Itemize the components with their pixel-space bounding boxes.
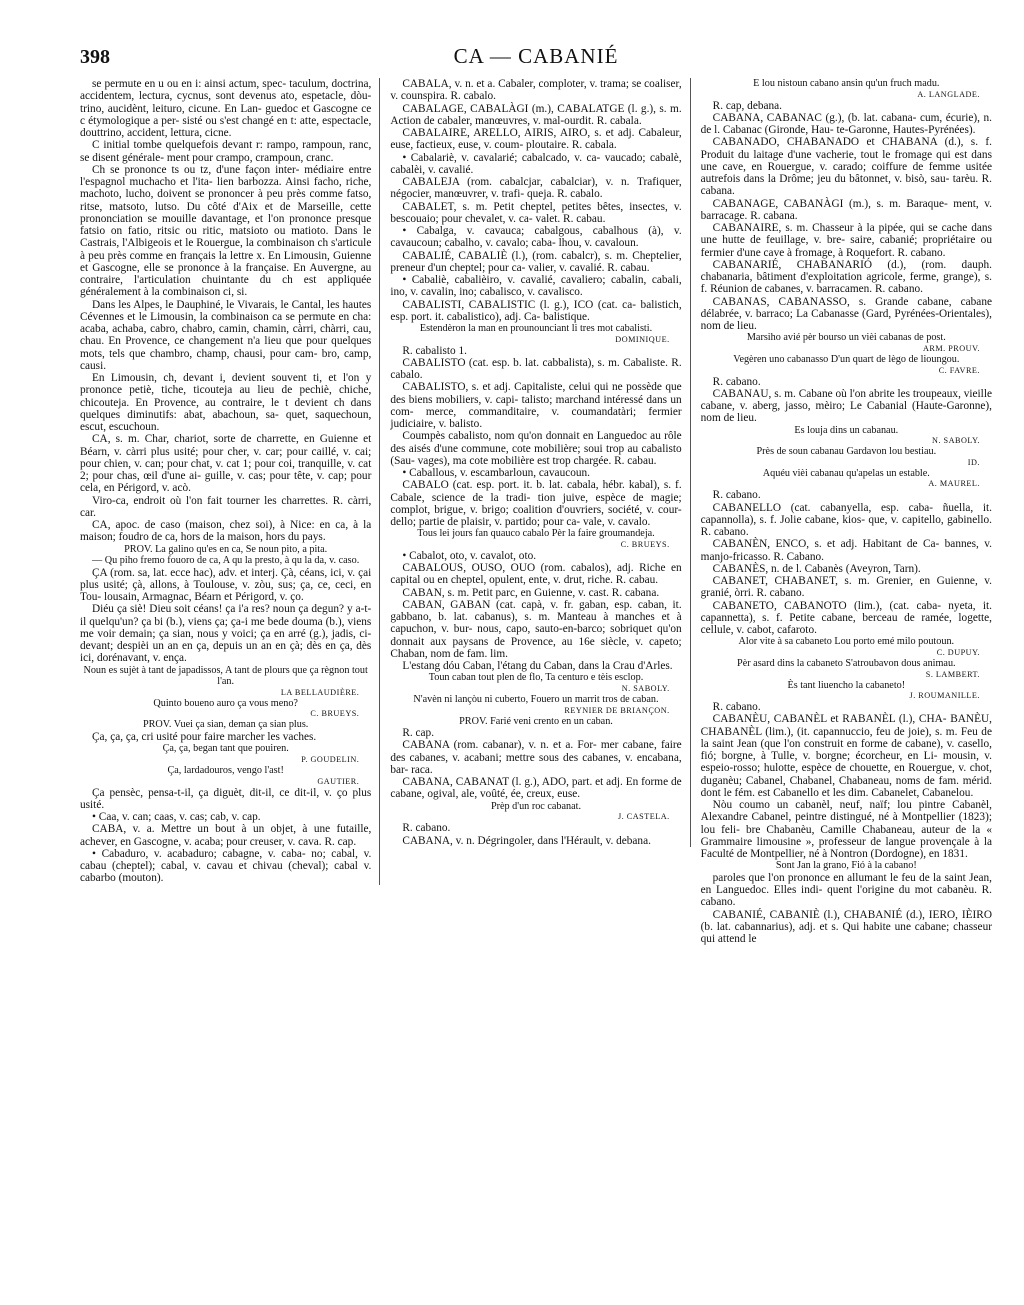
text-columns (80, 78, 992, 945)
entry-paragraph: Ch se prononce ts ou tz, d'une façon inter- médiaire entre l'espagnol muchacho et l'ita- lien barbozza. Ainsi facho, riche, machoto, lucho, doivent se prononcer à peu près comme fatso, ritse, matsoto, lutso. Du côté d'Aix et de Marseille, cette prononciation se mouille davantage, et l'on prononce presque fatsio on fatio, ritsic ou ritic, matsioto ou matioto. Dans le Castrais, l'Albigeois et le Rouergue, la combinaison ch s'articule à peu près comme en français la lettre x. En Limousin, Guienne et Gascogne, elle se prononce à la française. En Auvergne, au contraire, l'articulation chuintante du ch est appliquée généralement à la combinaison ci, si. (80, 163, 372, 299)
entry-paragraph: R. cap. (402, 727, 435, 740)
entry-paragraph: • Cabaliè, cabalièiro, v. cavalié, cavaliero; cabalin, cabali, ino, v. cavalin, ino; cabalisco, v. cavalisco. (390, 274, 682, 299)
entry-paragraph: CABAN, s. m. Petit parc, en Guienne, v. cast. R. cabana. (402, 586, 660, 599)
entry-paragraph: CABALOUS, OUSO, OUO (rom. cabalos), adj. Riche en capital ou en cheptel, opulent, ente, v. drut, riche. R. cabau. (390, 562, 682, 587)
verse-quote: Sont Jan la grano, Fió à la cabano! (775, 860, 917, 872)
entry-paragraph: CABALISTO, s. et adj. Capitaliste, celui qui ne possède que des biens mobiliers, v. capi- talisto; marchand intéressé dans un com- merce, commanditaire, v. coumandatàri; fermier judiciaire, v. balisto. (390, 381, 682, 431)
entry-paragraph: CABANAGE, CABANÀGI (m.), s. m. Baraque- ment, v. barracage. R. cabana. (700, 197, 992, 222)
quote-attribution: C. BRUEYS. (310, 709, 360, 719)
entry-paragraph: CABANA, CABANAC (g.), (b. lat. cabana- cum, écurie), n. de l. Cabanac (Gironde, Hau- te-Garonne, Hautes-Pyrénées). (700, 111, 992, 137)
verse-quote: E lou nistoun cabano ansin qu'un fruch madu. (753, 78, 940, 89)
verse-quote: Aquéu vièi cabanau qu'apelas un estable. (762, 467, 930, 479)
entry-paragraph: CABANA (rom. cabanar), v. n. et a. For- mer cabane, faire des cabanes, v. acabani; mettre sous des cabanes, v. encabana, bar- raca. (390, 739, 682, 776)
verse-quote: Vegèren uno cabanasso D'un quart de lègo de lioungou. (733, 353, 960, 365)
entry-paragraph: R. cap, debana. (712, 99, 782, 112)
entry-paragraph: • Cabaduro, v. acabaduro; cabagne, v. caba- no; cabal, v. cabau (cheptel); cabal, v. cavau et chivau (cheval); cabal v. cabarbo (mouton). (80, 847, 372, 885)
verse-quote: Ès tant liuencho la cabaneto! (787, 679, 906, 691)
entry-paragraph: Viro-ca, endroit où l'on fait tourner les charrettes. R. càrri, car. (80, 494, 372, 519)
entry-paragraph: R. cabano. (402, 822, 451, 835)
verse-quote: PROV. Farié veni crento en un caban. (459, 715, 613, 727)
entry-paragraph: Diéu ça siè! Dieu soit céans! ça i'a res? noun ça degun? y a-t-il quelqu'un? ça bi (b.), viens ça; ça-i me bede douma (b.), viens me voir demain; ça sian, nous y voici; ça en arré (g.), jadis, ci-devant; despièi un an en ça, depuis un an en çà; dès en ça, dès ici, dorénavant, v. ença. (80, 603, 372, 665)
quote-attribution: LA BELLAUDIÈRE. (280, 687, 360, 697)
page-header (80, 44, 992, 78)
verse-quote: Près de soun cabanau Gardavon lou bestiau. (756, 446, 937, 458)
verse-quote: — Qu piho fremo fouoro de ca, A qu la presto, à qu la da, v. caso. (92, 555, 360, 567)
quote-attribution: C. BRUEYS. (620, 539, 670, 549)
entry-paragraph: Dans les Alpes, le Dauphiné, le Vivarais, le Cantal, les hautes Cévennes et le Limousin, la combinaison ca se permute en cha: acaba, achaba, cabro, chabro, camin, chamin, càrri, chàrri, cau, chau. En Provence, ce changement n'a lieu que pour quelques mots, tels que chambro, champ, chausi, pour cam- bro, camp, causi. (80, 298, 372, 372)
verse-quote: PROV. Vuei ça sian, deman ça sian plus. (142, 719, 309, 731)
entry-paragraph: CA, apoc. de caso (maison, chez soi), à Nice: en ca, à la maison; foudro de ca, hors de la maison, hors du pays. (80, 519, 372, 544)
entry-paragraph: En Limousin, ch, devant i, devient souvent ti, et l'on y prononce petiè, tiche, ticouteja au lieu de pechiè, chiche, chicouteja. En Provence, au contraire, le t devient ch dans quelques diminutifs: abat, abachoun, sa- quet, saquechoun, escut, escuchoun. (80, 372, 372, 433)
verse-quote: Estendèron la man en prounounciant li tres mot cabalisti. (419, 323, 653, 334)
entry-paragraph: CABANETO, CABANOTO (lim.), (cat. caba- nyeta, it. capannetta), s. f. Petite cabane, berceau de ramée, logette, cellule, v. cabot, cafaroto. (700, 599, 992, 637)
running-title: CA — CABANIÉ (453, 44, 619, 68)
entry-paragraph: • Cabalga, v. cavauca; cabalgous, cabalhous (à), v. cavaucoun; cabalho, v. cavalo; caba- lhou, v. cavaloun. (390, 225, 682, 250)
entry-paragraph: R. cabalisto 1. (402, 344, 467, 357)
quote-attribution: J. CASTELA. (617, 812, 670, 822)
quote-attribution: C. DUPUY. (936, 647, 980, 657)
entry-paragraph: CABALAIRE, ARELLO, AIRIS, AIRO, s. et adj. Cabaleur, euse, factieux, euse, v. coum- ploutaire. R. cabala. (390, 127, 682, 152)
verse-quote: Alor vite à sa cabaneto Lou porto emé milo poutoun. (738, 636, 955, 648)
entry-paragraph: CABALISTO (cat. esp. b. lat. cabbalista), s. m. Cabaliste. R. cabalo. (390, 356, 682, 382)
entry-paragraph: CABANIÉ, CABANIÈ (l.), CHABANIÉ (d.), IERO, IÈIRO (b. lat. cabannarius), adj. et s. Qui habite une cabane; chasseur qui attend le (700, 908, 992, 946)
verse-quote: Pèr asard dins la cabaneto S'atroubavon dous animau. (737, 657, 956, 669)
entry-paragraph: CABANET, CHABANET, s. m. Grenier, en Guienne, v. granié, òrri. R. cabano. (700, 575, 992, 600)
page-number: 398 (80, 46, 110, 68)
entry-paragraph: CABALEJA (rom. cabalcjar, cabalciar), v. n. Trafiquer, négocier, manœuvrer, v. trafi- queja. R. cabalo. (390, 176, 682, 201)
entry-paragraph: CABANÈN, ENCO, s. et adj. Habitant de Ca- bannes, v. manjo-fricasso. R. Cabano. (700, 538, 992, 563)
entry-paragraph: C initial tombe quelquefois devant r: rampo, rampoun, ranc, se disent générale- ment pour crampo, crampoun, cranc. (80, 139, 372, 164)
entry-paragraph: Ça, ça, ça, cri usité pour faire marcher les vaches. (92, 731, 317, 744)
column-3 (701, 78, 992, 945)
entry-paragraph: CABANELLO (cat. cabanyella, esp. caba- ñuella, it. capannolla), s. f. Jolie cabane, kios- que, v. capitello, gabinello. R. cabano. (700, 501, 992, 539)
quote-attribution: A. MAUREL. (928, 479, 980, 489)
entry-paragraph: • Cabalot, oto, v. cavalot, oto. (402, 549, 537, 562)
quote-attribution: REYNIER DE BRIANÇON. (564, 705, 670, 715)
quote-attribution: ID. (967, 457, 980, 467)
entry-paragraph: se permute en u ou en i: ainsi actum, spec- taculum, doctrina, accidentem, lectura, cycnus, sont devenus ato, espetacle, dòu- trino, aucidènt, leituro, cicune. En Lan- guedoc et Gascogne ce c étymologique a per- sisté ou s'est changé en t: atte, espectacle, douttrino, accident, lettura, cicne. (80, 78, 372, 139)
entry-paragraph: Ça pensèc, pensa-t-il, ça diguèt, dit-il, ce dit-il, v. ço plus usité. (80, 786, 372, 811)
entry-paragraph: CA, s. m. Char, chariot, sorte de charrette, en Guienne et Béarn, v. càrri plus usité; pour cher, v. car; pour caillé, v. cai; pour chien, v. can; pour chat, v. cat 1; pour coi, tranquille, v. cat 2; pour chas, œil d'une ai- guille, v. cas; pour tête, v. cap; pour cela, en Périgord, v. acò. (80, 433, 372, 495)
entry-paragraph: CABALAGE, CABALÀGI (m.), CABALATGE (l. g.), s. m. Action de cabaler, manœuvres, v. mal-ourdit. R. cabala. (390, 102, 682, 127)
entry-paragraph: ÇA (rom. sa, lat. ecce hac), adv. et interj. Çà, céans, ici, v. çai plus usité; çà, allons, à Toulouse, v. zòu, sus; ça, ce, ceci, en Tou- lousain, Armagnac, Béarn et Périgord, v. ço. (80, 566, 372, 604)
verse-quote: Ça, ça, began tant que pouiren. (162, 743, 289, 755)
entry-paragraph: CABANAIRE, s. m. Chasseur à la pipée, qui se cache dans une hutte de feuillage, v. bre- saire, cabanié; propriétaire ou fermier d'une cave à fromage, à Roquefort. R. cabano. (700, 222, 992, 259)
entry-paragraph: CABA, v. a. Mettre un bout à un objet, à une futaille, achever, en Gascogne, v. acaba; pour creuser, v. cava. R. cap. (80, 823, 372, 848)
entry-paragraph: R. cabano. (712, 489, 761, 502)
entry-paragraph: • Caa, v. can; caas, v. cas; cab, v. cap. (92, 811, 261, 823)
verse-quote: Es louja dins un cabanau. (794, 424, 899, 436)
entry-paragraph: R. cabano. (712, 701, 761, 714)
verse-quote: PROV. La galino qu'es en ca, Se noun pito, a pita. (124, 543, 328, 555)
quote-attribution: P. GOUDELIN. (301, 754, 360, 764)
quote-attribution: C. FAVRE. (938, 365, 980, 375)
entry-paragraph: CABAN, GABAN (cat. capà, v. fr. gaban, esp. caban, it. gabbano, b. lat. cabanus), s. m. Manteau à manches et à capuchon, v. bur- nous, capo, sauto-en-barco; sobriquet qu'on donnait aux paysans de Provence, au 16e siècle, v. capeto; Chaban, nom de fam. lim. (390, 598, 682, 660)
column-1 (80, 78, 380, 885)
verse-quote: Tous lei jours fan quauco cabalo Pèr la faire groumandeja. (417, 528, 655, 540)
quote-attribution: GAUTIER. (317, 776, 360, 786)
entry-paragraph: CABANA, CABANAT (l. g.), ADO, part. et adj. En forme de cabane, ogival, ale, voûté, ée, creux, euse. (390, 776, 682, 801)
column-2 (390, 78, 690, 847)
quote-attribution: S. LAMBERT. (925, 669, 980, 679)
verse-quote: Ça, lardadouros, vengo l'ast! (167, 764, 284, 776)
entry-paragraph: CABANA, v. n. Dégringoler, dans l'Hérault, v. debana. (402, 834, 651, 847)
entry-paragraph: CABANÈS, n. de l. Cabanès (Aveyron, Tarn). (712, 562, 921, 575)
verse-quote: Marsiho avié pèr bourso un vièi cabanas de post. (746, 332, 946, 344)
entry-paragraph: CABALO (cat. esp. port. it. b. lat. cabala, hébr. kabal), s. f. Cabale, science de la tradi- tion juive, espèce de magie; complot, brigue, v. brigo; coalition d'ouvriers, société, v. cour- dello; partie de plaisir, v. partido; pour ca- vale, v. cavalo. (390, 479, 682, 529)
verse-quote: Prèp d'un roc cabanat. (490, 800, 582, 812)
entry-paragraph: CABALIÉ, CABALIÈ (l.), (rom. cabalcr), s. m. Cheptelier, preneur d'un cheptel; pour ca- valier, v. cavalié. R. cabau. (390, 249, 682, 274)
quote-attribution: N. SABOLY. (932, 436, 980, 446)
entry-paragraph: L'estang dóu Caban, l'étang du Caban, dans la Crau d'Arles. (402, 660, 673, 673)
entry-paragraph: R. cabano. (712, 375, 761, 388)
verse-quote: Quinto boueno auro ça vous meno? (153, 697, 298, 709)
quote-attribution: DOMINIQUE. (615, 334, 670, 344)
entry-paragraph: Coumpès cabalisto, nom qu'on donnait en Languedoc au rôle des aisés d'une commune, cote mobilière; soui trop au cabalisto (Sau- vages), ma cote mobilière est trop chargée. R. cabau. (390, 430, 682, 467)
entry-paragraph: CABALISTI, CABALISTIC (l. g.), ICO (cat. ca- balistich, esp. port. it. cabalistico), adj. Ca- balistique. (390, 298, 682, 323)
entry-paragraph: CABANADO, CHABANADO et CHABANA (d.), s. f. Produit du laitage d'une vacherie, tout le fromage qui est dans une cave, en Rouergue, v. carado; coiffure de femme usitée autrefois dans la Drôme; jeu du bâtonnet, v. bisò, sau- tarèu. R. cabana. (700, 136, 992, 198)
entry-paragraph: CABANAS, CABANASSO, s. Grande cabane, cabane délabrée, v. barraco; La Cabanasse (Gard, Pyrénées-Orientales), nom de lieu. (700, 295, 992, 333)
entry-paragraph: Nòu coumo un cabanèl, neuf, naïf; lou pintre Cabanèl, Alexandre Cabanel, peintre distingué, né à Montpellier (1823); lou feli- bre Chabanèu, Camille Chabaneau, auteur de la « Grammaire limousine », professeur de langue provençale à la Faculté de Montpellier, né à Nontron (Dordogne), en 1831. (700, 799, 992, 861)
entry-paragraph: • Caballous, v. escambarloun, cavaucoun. (402, 467, 591, 480)
entry-paragraph: CABANAU, s. m. Cabane où l'on abrite les troupeaux, vieille cabane, v. aberg, jasso, mèiro; Le Cabanial (Haute-Garonne), nom de lieu. (700, 387, 992, 425)
verse-quote: Noun es sujèt à tant de japadissos, A tant de plours que ça règnon tout l'an. (83, 664, 368, 688)
entry-paragraph: CABALET, s. m. Petit cheptel, petites bêtes, insectes, v. bescouaio; pour chevalet, v. ca- valet. R. cabau. (390, 200, 682, 225)
entry-paragraph: • Cabalariè, v. cavalarié; cabalcado, v. ca- vaucado; cabalè, cabalèi, v. cavalié. (390, 151, 682, 176)
quote-attribution: A. LANGLADE. (917, 89, 980, 99)
quote-attribution: N. SABOLY. (621, 684, 670, 694)
quote-attribution: ARM. PROUV. (922, 343, 980, 353)
entry-paragraph: paroles que l'on prononce en allumant le feu de la saint Jean, en Languedoc. Elles indi- quent l'origine du mot cabanèu. R. cabano. (700, 871, 992, 909)
quote-attribution: J. ROUMANILLE. (909, 691, 980, 701)
verse-quote: Toun caban tout plen de flo, Ta centuro e tèis esclop. (428, 672, 644, 684)
verse-quote: N'avèn ni lançòu ni cuberto, Fouero un marrit tros de caban. (413, 694, 659, 706)
entry-paragraph: CABALA, v. n. et a. Cabaler, comploter, v. trama; se coaliser, v. counspira. R. cabalo. (390, 78, 682, 103)
entry-paragraph: CABANÈU, CABANÈL et RABANÈL (l.), CHA- BANÈU, CHABANÈL (lim.), (it. capannuccio, feu de joie), s. m. Feu de la saint Jean (que l'on construit en forme de cabane), v. casello, fió; borgne, à Tulle, v. borgne; écorcheur, en Li- mousin, v. espeio-rosso; hulotte, espèce de chouette, en Rouergue, v. chot, duganèu; Cabanel, Chabanel, Chabaneau, noms de fam. mérid. dont le fém. est Cabanello et les dim. Cabanelet, Cabanelou. (700, 713, 992, 799)
entry-paragraph: CABANARIÉ, CHABANARIÓ (d.), (rom. dauph. chabanaria, bâtiment d'exploitation agricole, ferme, grange), s. f. Réunion de cabanes, v. barracamen. R. cabano. (700, 258, 992, 296)
